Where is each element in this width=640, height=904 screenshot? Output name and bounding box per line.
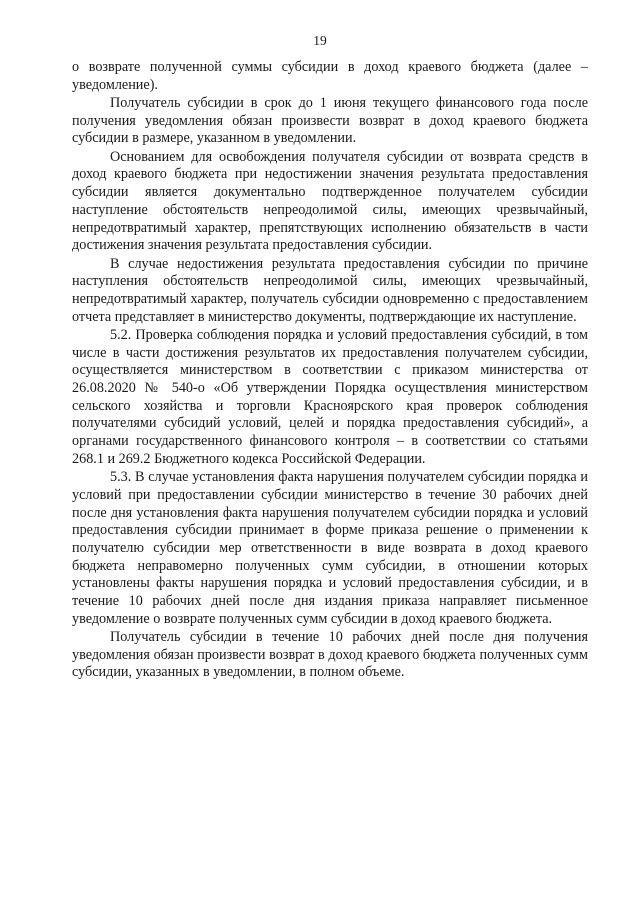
document-body: [72, 59, 588, 682]
paragraph: В случае недостижения результата предоставления субсидии по причине наступления обстоятельств непреодолимой силы, имеющих чрезвычайный, непредотвратимый характер, получатель субсидии одновременно с предоставлением отчета представляет в министерство документы, подтверждающие их наступление.: [72, 255, 588, 325]
paragraph: Основанием для освобождения получателя субсидии от возврата средств в доход краевого бюджета при недостижении значения результата предоставления субсидии является документально подтвержденное получателем субсидии наступление обстоятельств непреодолимой силы, имеющих чрезвычайный, непредотвратимый характер, препятствующих исполнению обязательств в части достижения значения результата предоставления субсидии.: [72, 148, 588, 254]
paragraph: Получатель субсидии в срок до 1 июня текущего финансового года после получения уведомления обязан произвести возврат в доход краевого бюджета субсидии в размере, указанном в уведомлении.: [72, 95, 588, 147]
page-number: 19: [313, 33, 327, 48]
paragraph: о возврате полученной суммы субсидии в доход краевого бюджета (далее – уведомление).: [72, 59, 588, 93]
paragraph: Получатель субсидии в течение 10 рабочих дней после дня получения уведомления обязан произвести возврат в доход краевого бюджета полученных сумм субсидии, указанных в уведомлении, в полном объеме.: [72, 629, 588, 681]
paragraph-section-5-3: 5.3. В случае установления факта нарушения получателем субсидии порядка и условий при предоставлении субсидии министерство в течение 30 рабочих дней после дня установления факта нарушения получателем субсидии порядка и условий предоставления субсидии принимает в форме приказа решение о применении к получателю субсидии мер ответственности в виде возврата в доход краевого бюджета неправомерно полученных сумм субсидии, в отношении которых установлены факты нарушения порядка и условий предоставления субсидии, и в течение 10 рабочих дней после дня издания приказа направляет письменное уведомление о возврате полученных сумм субсидии в доход краевого бюджета.: [72, 469, 588, 627]
paragraph-section-5-2: 5.2. Проверка соблюдения порядка и условий предоставления субсидий, в том числе в части достижения результатов их предоставления получателем субсидии, осуществляется министерством в соответствии с приказом министерства от 26.08.2020 № 540-о «Об утверждении Порядка осуществления министерством сельского хозяйства и торговли Красноярского края проверок соблюдения получателями субсидий условий, целей и порядка предоставления субсидий», а органами государственного финансового контроля – в соответствии со статьями 268.1 и 269.2 Бюджетного кодекса Российской Федерации.: [72, 326, 588, 467]
